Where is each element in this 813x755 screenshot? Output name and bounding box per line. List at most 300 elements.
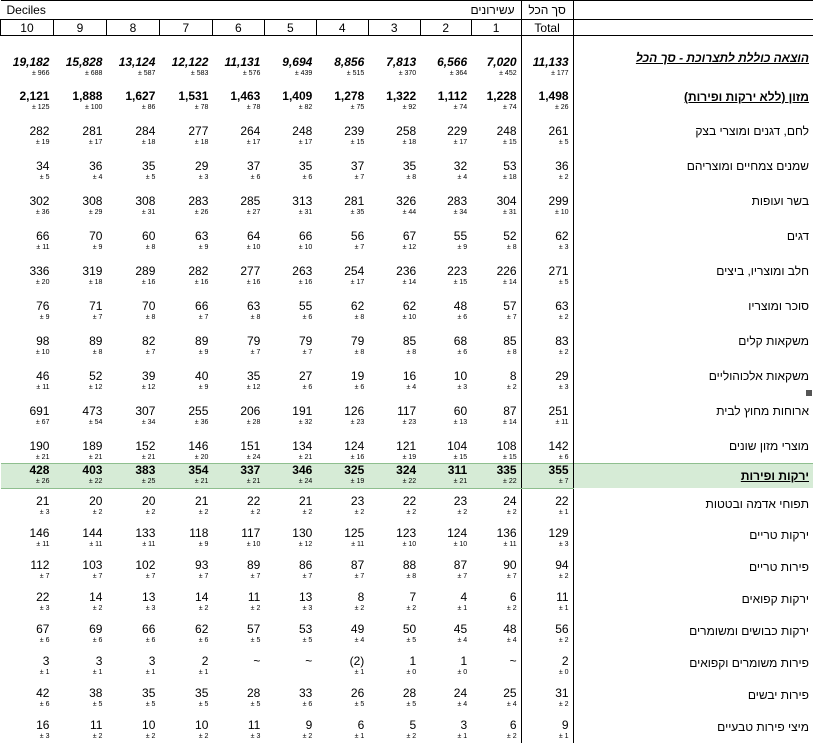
decile-error: ± 2 <box>406 733 417 740</box>
decile-value: 354 <box>159 464 212 478</box>
decile-error: ± 2 <box>92 733 103 740</box>
decile-value: 11 <box>89 718 103 732</box>
decile-error: ± 587 <box>137 69 156 77</box>
decile-error: ± 18 <box>503 173 517 181</box>
decile-error: ± 4 <box>354 637 365 644</box>
table-row <box>1 464 813 478</box>
decile-error: ± 364 <box>449 69 468 77</box>
decile-value: 325 <box>316 464 368 478</box>
decile-value: 26 <box>350 686 365 700</box>
row-label: לחם, דגנים ומוצרי בצק <box>695 124 809 138</box>
total-error: ± 1 <box>521 732 573 743</box>
decile-value: 14 <box>195 590 209 604</box>
row-label: מוצרי מזון שונים <box>728 438 809 453</box>
decile-error: ± 3 <box>198 173 209 181</box>
decile-error: ± 10 <box>402 541 417 548</box>
decile-error: ± 966 <box>32 69 50 77</box>
decile-value: 29 <box>195 158 209 173</box>
total-error: ± 26 <box>521 103 573 114</box>
table-row <box>1 394 813 418</box>
decile-value: 226 <box>496 263 517 278</box>
total-value: 299 <box>521 184 573 208</box>
row-label: הוצאה כוללת לתצרוכת - סך הכל <box>635 50 809 65</box>
decile-value: 281 <box>82 123 103 138</box>
decile-error: ± 3 <box>39 509 50 516</box>
decile-value: 248 <box>496 123 517 138</box>
decile-value: 133 <box>135 526 156 540</box>
decile-error: ± 16 <box>298 278 313 286</box>
decile-error: ± 82 <box>298 103 313 111</box>
decile-value: 1,322 <box>386 88 417 103</box>
row-label: משקאות אלכוהוליים <box>708 369 809 383</box>
decile-error: ± 67 <box>35 418 50 426</box>
decile-error: ± 14 <box>503 278 517 286</box>
decile-value: 255 <box>188 403 209 418</box>
row-label: ארוחות מחוץ לבית <box>716 404 809 418</box>
decile-error: ± 8 <box>506 348 517 356</box>
decile-value: 55 <box>453 228 468 243</box>
decile-value: 28 <box>402 686 417 700</box>
decile-error: ± 0 <box>457 669 468 676</box>
decile-error: ± 11 <box>351 541 365 548</box>
decile-error: ± 7 <box>92 573 103 580</box>
decile-value: 21 <box>36 494 50 508</box>
decile-error: ± 7 <box>457 573 468 580</box>
decile-error: ± 3 <box>457 383 468 391</box>
decile-value: 53 <box>503 158 517 173</box>
decile-error: ± 9 <box>92 243 103 251</box>
decile-error: ± 7 <box>145 348 156 356</box>
total-error: ± 3 <box>521 383 573 394</box>
total-value: 63 <box>521 289 573 313</box>
decile-error: ± 16 <box>246 278 261 286</box>
table-row <box>1 184 813 208</box>
decile-error: ± 1 <box>198 669 209 676</box>
total-error: ± 7 <box>521 477 573 488</box>
decile-value: 82 <box>142 333 156 348</box>
decile-error: ± 2 <box>198 509 209 516</box>
decile-value: 38 <box>89 686 103 700</box>
decile-value: 428 <box>1 464 54 478</box>
decile-error <box>471 668 521 679</box>
decile-error: ± 16 <box>194 278 209 286</box>
decile-error: ± 5 <box>250 637 261 644</box>
decile-value: 1,278 <box>334 88 365 103</box>
decile-error: ± 9 <box>198 348 209 356</box>
total-value: 142 <box>521 429 573 453</box>
decile-value: 1,627 <box>125 88 156 103</box>
decile-value: 35 <box>142 686 156 700</box>
decile-error: ± 8 <box>406 173 417 181</box>
decile-value: 21 <box>195 494 209 508</box>
decile-error: ± 7 <box>39 573 50 580</box>
decile-value: 691 <box>29 403 50 418</box>
decile-value: 1 <box>409 654 417 668</box>
decile-error <box>212 668 264 679</box>
decile-value: 48 <box>453 298 468 313</box>
table-row <box>1 583 813 604</box>
decile-value: 62 <box>402 298 417 313</box>
table-row <box>1 488 813 508</box>
decile-error: ± 78 <box>246 103 261 111</box>
decile-value: 1 <box>460 654 468 668</box>
decile-value: 52 <box>89 368 103 383</box>
decile-error: ± 14 <box>503 418 517 426</box>
decile-error: ± 515 <box>346 69 365 77</box>
total-error: ± 3 <box>521 243 573 254</box>
decile-error: ± 5 <box>145 173 156 181</box>
table-row <box>1 254 813 278</box>
decile-error: ± 2 <box>506 383 517 391</box>
decile-value: 383 <box>106 464 159 478</box>
decile-value: 3 <box>460 718 468 732</box>
decile-error: ± 9 <box>198 383 209 391</box>
decile-error: ± 20 <box>35 278 50 286</box>
decile-value: 93 <box>195 558 209 572</box>
label-header-blank <box>573 20 813 36</box>
decile-error: ± 7 <box>506 313 517 321</box>
decile-value: 67 <box>402 228 417 243</box>
decile-header-2: 2 <box>420 20 471 36</box>
decile-value: 308 <box>82 193 103 208</box>
decile-error: ± 8 <box>406 348 417 356</box>
decile-error: ± 11 <box>142 541 156 548</box>
decile-error: ± 7 <box>302 348 313 356</box>
decile-error: ± 6 <box>198 637 209 644</box>
decile-error: ± 44 <box>402 208 417 216</box>
total-value: 271 <box>521 254 573 278</box>
decile-error: ± 23 <box>402 418 417 426</box>
decile-error: ± 13 <box>453 418 468 426</box>
decile-error: ± 12 <box>141 383 156 391</box>
total-value: 31 <box>521 679 573 700</box>
decile-error: ± 15 <box>453 453 468 461</box>
decile-error: ± 2 <box>92 509 103 516</box>
decile-error: ± 5 <box>198 701 209 708</box>
decile-header-4: 4 <box>316 20 368 36</box>
decile-error: ± 688 <box>84 69 103 77</box>
decile-value: 5 <box>409 718 417 732</box>
decile-value: 134 <box>292 438 313 453</box>
decile-value: 190 <box>29 438 50 453</box>
decile-value: 2,121 <box>19 88 50 103</box>
decile-error: ± 3 <box>145 605 156 612</box>
decile-error: ± 6 <box>302 701 313 708</box>
total-value: 83 <box>521 324 573 348</box>
decile-error: ± 5 <box>145 701 156 708</box>
decile-value: 64 <box>246 228 261 243</box>
decile-error: ± 2 <box>354 509 365 516</box>
decile-value: 151 <box>240 438 261 453</box>
decile-value: 189 <box>82 438 103 453</box>
decile-error: ± 17 <box>246 138 261 146</box>
decile-value: 7,813 <box>386 54 417 69</box>
decile-error: ± 18 <box>88 278 103 286</box>
decile-error: ± 34 <box>453 208 468 216</box>
decile-error: ± 75 <box>350 103 365 111</box>
decile-error: ± 2 <box>302 509 313 516</box>
decile-value: 335 <box>471 464 521 478</box>
total-value: 11 <box>521 583 573 604</box>
decile-value: 67 <box>36 622 50 636</box>
decile-value: 1,531 <box>178 88 209 103</box>
decile-error: ± 439 <box>294 69 313 77</box>
table-row <box>1 551 813 572</box>
decile-error: ± 9 <box>457 243 468 251</box>
total-error: ± 2 <box>521 700 573 711</box>
table-row <box>1 219 813 243</box>
decile-value: 11 <box>247 718 261 732</box>
decile-value: 35 <box>298 158 313 173</box>
decile-error: ± 9 <box>198 541 209 548</box>
decile-error: ± 25 <box>106 477 159 488</box>
decile-value: 34 <box>36 158 50 173</box>
decile-error: ± 10 <box>246 243 261 251</box>
row-label: שמנים צמחיים ומוצריהם <box>686 159 809 173</box>
decile-value: 152 <box>135 438 156 453</box>
decile-value: 223 <box>447 263 468 278</box>
deciles-en-label: Deciles <box>1 1 213 20</box>
decile-value: 130 <box>292 526 313 540</box>
decile-value: 282 <box>29 123 50 138</box>
decile-error: ± 5 <box>39 173 50 181</box>
decile-error: ± 21 <box>159 477 212 488</box>
decile-value: 3 <box>95 654 103 668</box>
decile-value: 403 <box>53 464 106 478</box>
decile-error: ± 6 <box>92 637 103 644</box>
decile-error: ± 1 <box>354 669 365 676</box>
decile-value: 35 <box>142 158 156 173</box>
decile-value: 3 <box>42 654 50 668</box>
decile-error: ± 4 <box>92 173 103 181</box>
decile-value: 13 <box>298 590 313 604</box>
row-label: סוכר ומוצריו <box>748 299 809 313</box>
decile-value: 2 <box>201 654 209 668</box>
table-row <box>1 679 813 700</box>
decile-value: 70 <box>89 228 103 243</box>
decile-error: ± 8 <box>145 243 156 251</box>
total-value: 129 <box>521 519 573 540</box>
decile-error: ± 1 <box>39 669 50 676</box>
total-error: ± 177 <box>521 69 573 80</box>
total-error: ± 2 <box>521 313 573 324</box>
decile-error: ± 3 <box>302 605 313 612</box>
decile-value: 20 <box>89 494 103 508</box>
header-row-1 <box>1 1 813 20</box>
total-error: ± 11 <box>521 418 573 429</box>
decile-error: ± 2 <box>145 509 156 516</box>
decile-error: ± 2 <box>457 509 468 516</box>
decile-value: 16 <box>36 718 50 732</box>
decile-value: 124 <box>447 526 468 540</box>
decile-value: 70 <box>142 298 156 313</box>
total-he-label: סך הכל <box>521 1 573 20</box>
decile-error: ± 6 <box>250 173 261 181</box>
decile-header-6: 6 <box>212 20 264 36</box>
decile-error: ± 2 <box>406 605 417 612</box>
decile-error: ± 6 <box>457 313 468 321</box>
decile-value: 16 <box>402 368 417 383</box>
decile-value: 89 <box>195 333 209 348</box>
decile-error: ± 15 <box>453 278 468 286</box>
decile-error: ± 7 <box>198 573 209 580</box>
decile-error: ± 11 <box>36 243 50 251</box>
decile-error: ± 6 <box>39 637 50 644</box>
decile-error: ± 18 <box>402 138 417 146</box>
decile-value: 118 <box>189 526 209 540</box>
total-value: 261 <box>521 114 573 138</box>
decile-error: ± 6 <box>457 348 468 356</box>
decile-error <box>264 668 316 679</box>
decile-error: ± 19 <box>316 477 368 488</box>
decile-value: 10 <box>195 718 209 732</box>
decile-error: ± 17 <box>88 138 103 146</box>
decile-value: 79 <box>246 333 261 348</box>
deciles-he-label: עשירונים <box>212 1 521 20</box>
decile-error: ± 26 <box>1 477 54 488</box>
decile-value: 53 <box>298 622 313 636</box>
row-label: תפוחי אדמה ובטטות <box>705 496 809 511</box>
decile-value: 308 <box>135 193 156 208</box>
decile-error: ± 6 <box>145 637 156 644</box>
decile-value: 7,020 <box>486 54 517 69</box>
total-error: ± 2 <box>521 348 573 359</box>
decile-error: ± 18 <box>141 138 156 146</box>
total-error: ± 1 <box>521 604 573 615</box>
decile-value: 277 <box>188 123 209 138</box>
decile-value: 11,131 <box>224 54 261 69</box>
decile-value: ~ <box>305 654 313 668</box>
decile-error: ± 6 <box>302 313 313 321</box>
scroll-marker-icon <box>806 390 812 396</box>
decile-value: 20 <box>142 494 156 508</box>
decile-error: ± 15 <box>350 138 365 146</box>
decile-error: ± 583 <box>190 69 209 77</box>
decile-value: 88 <box>402 558 417 572</box>
decile-error: ± 21 <box>141 453 156 461</box>
decile-error: ± 8 <box>406 573 417 580</box>
decile-error: ± 2 <box>302 733 313 740</box>
total-error: ± 5 <box>521 138 573 149</box>
decile-header-3: 3 <box>368 20 420 36</box>
decile-value: 11 <box>247 590 261 604</box>
decile-error: ± 35 <box>350 208 365 216</box>
decile-error: ± 4 <box>457 637 468 644</box>
decile-error: ± 2 <box>506 509 517 516</box>
table-row <box>1 80 813 103</box>
decile-error: ± 15 <box>503 453 517 461</box>
decile-value: 473 <box>82 403 103 418</box>
decile-error: ± 21 <box>212 477 264 488</box>
decile-error: ± 17 <box>350 278 365 286</box>
decile-value: 35 <box>246 368 261 383</box>
decile-value: 7 <box>409 590 417 604</box>
decile-value: 55 <box>298 298 313 313</box>
row-label: ירקות כבושים ומשומרים <box>689 624 809 638</box>
decile-value: 254 <box>344 263 365 278</box>
row-label: מזון (ללא ירקות ופירות) <box>684 89 809 104</box>
decile-value: 144 <box>82 526 103 540</box>
decile-value: 98 <box>36 333 50 348</box>
decile-value: 22 <box>402 494 417 508</box>
decile-error: ± 2 <box>250 605 261 612</box>
decile-error: ± 21 <box>88 453 103 461</box>
decile-value: 121 <box>396 438 417 453</box>
decile-value: 87 <box>453 558 468 572</box>
decile-error: ± 8 <box>506 243 517 251</box>
decile-error: ± 5 <box>406 637 417 644</box>
decile-value: 1,228 <box>486 88 517 103</box>
row-label: פירות טריים <box>749 560 809 574</box>
decile-error: ± 11 <box>503 541 517 548</box>
decile-value: 27 <box>298 368 313 383</box>
decile-value: 1,409 <box>282 88 313 103</box>
decile-error: ± 11 <box>89 541 103 548</box>
decile-value: 60 <box>142 228 156 243</box>
table-row <box>1 114 813 138</box>
decile-error: ± 0 <box>406 669 417 676</box>
decile-value: 87 <box>350 558 365 572</box>
decile-error: ± 21 <box>35 453 50 461</box>
total-value: 251 <box>521 394 573 418</box>
decile-value: 283 <box>188 193 209 208</box>
decile-value: 102 <box>135 558 156 572</box>
decile-value: 264 <box>240 123 261 138</box>
decile-value: 35 <box>195 686 209 700</box>
decile-value: 24 <box>453 686 468 700</box>
decile-header-8: 8 <box>106 20 159 36</box>
decile-value: 126 <box>344 403 365 418</box>
decile-error: ± 1 <box>92 669 103 676</box>
decile-value: 9,694 <box>282 54 313 69</box>
decile-value: 60 <box>453 403 468 418</box>
decile-value: 66 <box>298 228 313 243</box>
total-value: 11,133 <box>521 36 573 69</box>
decile-value: 282 <box>188 263 209 278</box>
total-error: ± 3 <box>521 540 573 551</box>
total-value: 56 <box>521 615 573 636</box>
row-label: ירקות טריים <box>749 528 809 542</box>
decile-value: 13,124 <box>118 54 156 69</box>
decile-error: ± 125 <box>32 103 50 111</box>
total-value: 94 <box>521 551 573 572</box>
decile-error: ± 3 <box>39 605 50 612</box>
decile-error: ± 5 <box>250 701 261 708</box>
decile-error: ± 15 <box>503 138 517 146</box>
decile-error: ± 21 <box>298 453 313 461</box>
row-label: פירות משומרים וקפואים <box>689 656 809 670</box>
decile-value: 229 <box>447 123 468 138</box>
decile-value: 346 <box>264 464 316 478</box>
decile-value: 112 <box>30 558 50 572</box>
decile-value: 46 <box>36 368 50 383</box>
decile-error: ± 17 <box>453 138 468 146</box>
decile-value: 9 <box>305 718 313 732</box>
decile-error: ± 74 <box>503 103 517 111</box>
decile-error: ± 10 <box>453 541 468 548</box>
decile-value: 336 <box>29 263 50 278</box>
decile-header-5: 5 <box>264 20 316 36</box>
decile-error: ± 2 <box>406 509 417 516</box>
decile-error: ± 5 <box>354 701 365 708</box>
decile-error: ± 21 <box>420 477 471 488</box>
decile-value: 307 <box>135 403 156 418</box>
decile-error: ± 22 <box>53 477 106 488</box>
decile-value: 62 <box>195 622 209 636</box>
decile-header-9: 9 <box>53 20 106 36</box>
table-row <box>1 429 813 453</box>
decile-value: 63 <box>195 228 209 243</box>
